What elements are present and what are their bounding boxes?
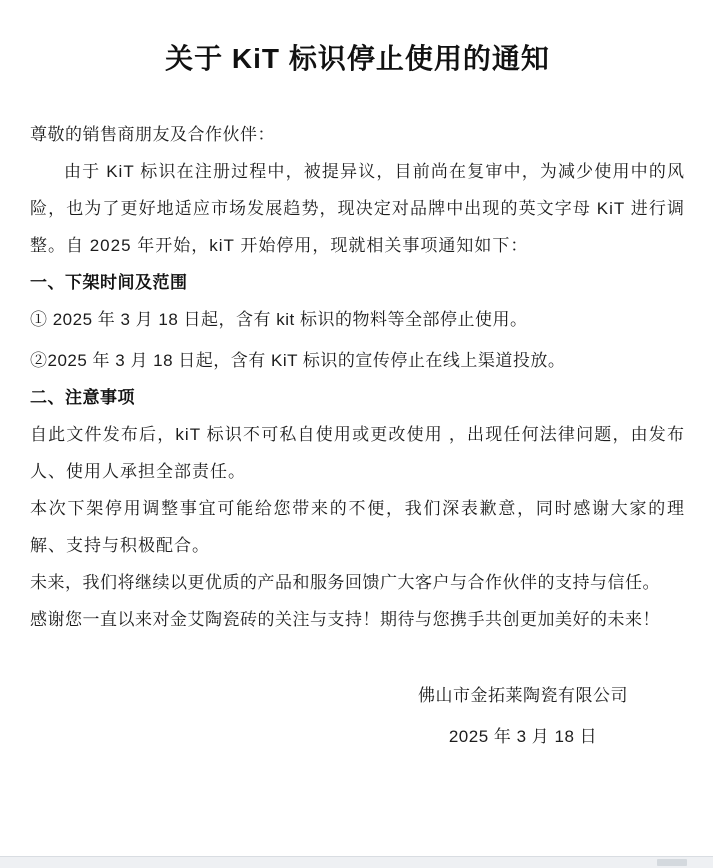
section2-paragraph-thanks: 感谢您一直以来对金艾陶瓷砖的关注与支持！期待与您携手共创更加美好的未来！: [30, 610, 660, 629]
horizontal-scrollbar-thumb[interactable]: [657, 859, 687, 866]
notice-title: 关于 KiT 标识停止使用的通知: [165, 43, 550, 74]
company-signature: 佛山市金拓莱陶瓷有限公司: [418, 686, 628, 705]
signature-date: 2025 年 3 月 18 日: [448, 727, 598, 746]
section1-item-1: ① 2025 年 3 月 18 日起，含有 kit 标识的物料等全部停止使用。: [30, 310, 528, 329]
salutation-line: 尊敬的销售商朋友及合作伙伴：: [30, 125, 275, 144]
section2-paragraph-responsibility: 自此文件发布后，kiT 标识不可私自使用或更改使用 ，出现任何法律问题，由发布人、使用人承担全部责任。: [30, 425, 685, 481]
section1-item-2: ②2025 年 3 月 18 日起，含有 KiT 标识的宣传停止在线上渠道投放。: [30, 351, 566, 370]
section2-heading: 二、注意事项: [30, 388, 135, 407]
horizontal-scrollbar-track[interactable]: [0, 856, 713, 868]
section1-heading: 一、下架时间及范围: [30, 273, 188, 292]
section2-paragraph-future: 未来，我们将继续以更优质的产品和服务回馈广大客户与合作伙伴的支持与信任。: [30, 573, 660, 592]
intro-paragraph: 由于 KiT 标识在注册过程中，被提异议，目前尚在复审中，为减少使用中的风险，也为了更好地适应市场发展趋势，现决定对品牌中出现的英文字母 KiT 进行调整。自 2025 年开始，kiT 开始停用，现就相关事项通知如下：: [30, 162, 685, 255]
signature-block: [418, 677, 628, 755]
section2-paragraph-apology: 本次下架停用调整事宜可能给您带来的不便，我们深表歉意，同时感谢大家的理解、支持与积极配合。: [30, 499, 685, 555]
